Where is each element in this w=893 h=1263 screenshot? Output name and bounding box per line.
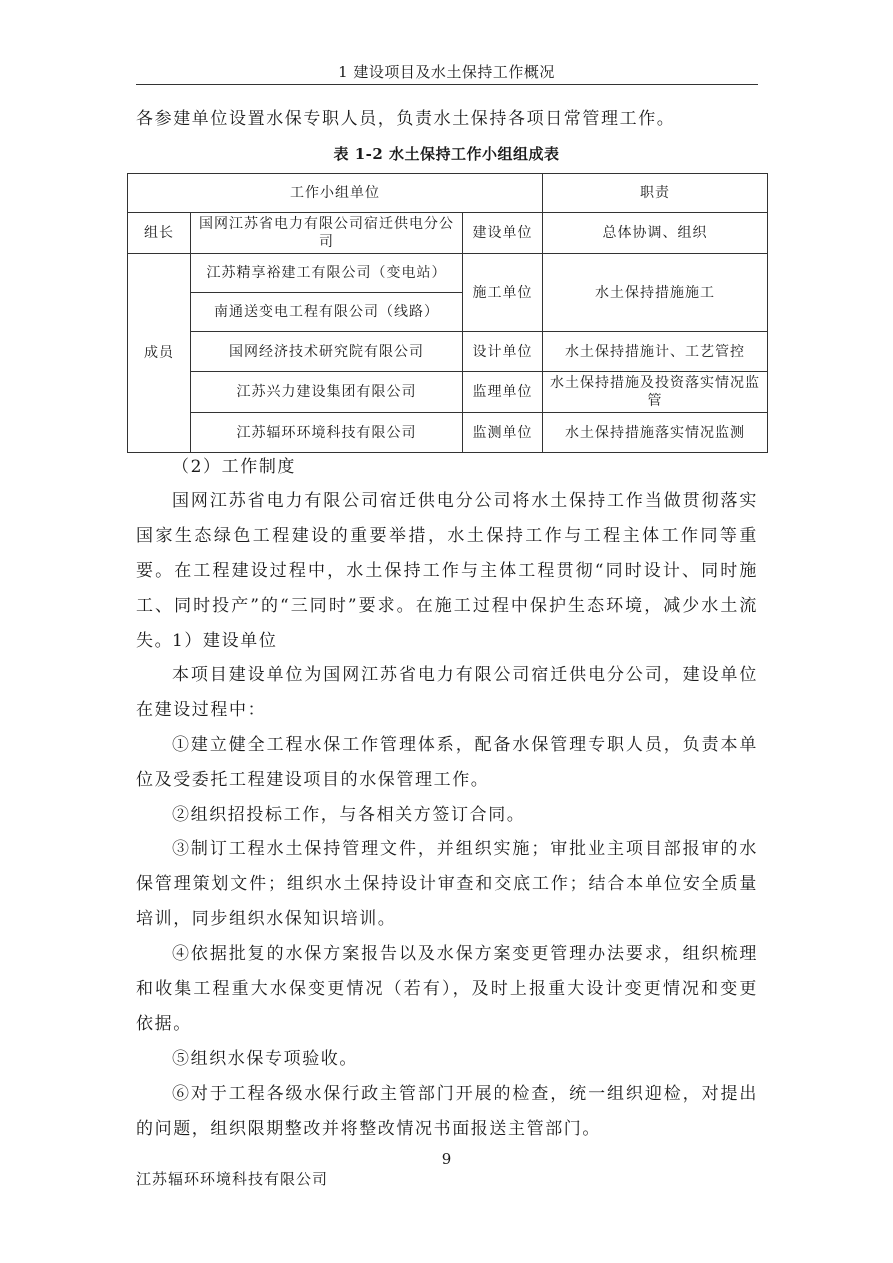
leader-duty: 总体协调、组织 [543,213,768,254]
member-company: 国网经济技术研究院有限公司 [191,332,463,372]
list-item: ⑥对于工程各级水保行政主管部门开展的检查，统一组织迎检，对提出的问题，组织限期整改并将整改情况书面报送主管部门。 [136,1084,758,1139]
member-role: 监理单位 [463,372,543,413]
member-company: 江苏精享裕建工有限公司（变电站） [191,254,463,293]
member-role: 施工单位 [463,254,543,332]
member-duty: 水土保持措施施工 [543,254,768,332]
list-item: ③制订工程水土保持管理文件，并组织实施；审批业主项目部报审的水保管理策划文件；组织水土保持设计审查和交底工作；结合本单位安全质量培训，同步组织水保知识培训。 [136,839,758,929]
footer-company: 江苏辐环环境科技有限公司 [136,1170,329,1188]
leader-role: 建设单位 [463,213,543,254]
member-role: 监测单位 [463,413,543,453]
table-caption: 表 1-2 水土保持工作小组组成表 [333,145,560,163]
list-item: ①建立健全工程水保工作管理体系，配备水保管理专职人员，负责本单位及受委托工程建设项目的水保管理工作。 [136,735,758,790]
section-heading: （2）工作制度 [172,457,297,477]
body-paragraph: 本项目建设单位为国网江苏省电力有限公司宿迁供电分公司，建设单位在建设过程中： [136,665,758,720]
body-paragraph: 国网江苏省电力有限公司宿迁供电分公司将水土保持工作当做贯彻落实国家生态绿色工程建设的重要举措，水土保持工作与工程主体工作同等重要。在工程建设过程中，水土保持工作与主体工程贯彻“同时设计、同时施工、同时投产”的“三同时”要求。在施工过程中保护生态环境，减少水土流失。 [136,491,758,651]
member-duty: 水土保持措施及投资落实情况监管 [543,372,768,413]
member-duty: 水土保持措施计、工艺管控 [543,332,768,372]
list-item: ②组织招投标工作，与各相关方签订合同。 [172,805,526,825]
member-duty: 水土保持措施落实情况监测 [543,413,768,453]
work-group-table [127,173,768,453]
leader-label: 组长 [128,213,191,254]
member-company: 江苏兴力建设集团有限公司 [191,372,463,413]
running-header: 1 建设项目及水土保持工作概况 [338,63,555,81]
subsection-heading: 1）建设单位 [172,631,278,651]
list-item: ④依据批复的水保方案报告以及水保方案变更管理办法要求，组织梳理和收集工程重大水保变更情况（若有），及时上报重大设计变更情况和变更依据。 [136,944,758,1034]
table-header-duty: 职责 [543,174,768,213]
member-role: 设计单位 [463,332,543,372]
list-item: ⑤组织水保专项验收。 [172,1049,358,1069]
intro-line: 各参建单位设置水保专职人员，负责水土保持各项日常管理工作。 [136,109,676,129]
members-label: 成员 [128,254,191,453]
leader-company: 国网江苏省电力有限公司宿迁供电分公司 [191,213,463,254]
table-header-unit: 工作小组单位 [128,174,543,213]
header-divider [136,84,758,85]
page-number: 9 [441,1150,452,1168]
member-company: 江苏辐环环境科技有限公司 [191,413,463,453]
member-company: 南通送变电工程有限公司（线路） [191,293,463,332]
